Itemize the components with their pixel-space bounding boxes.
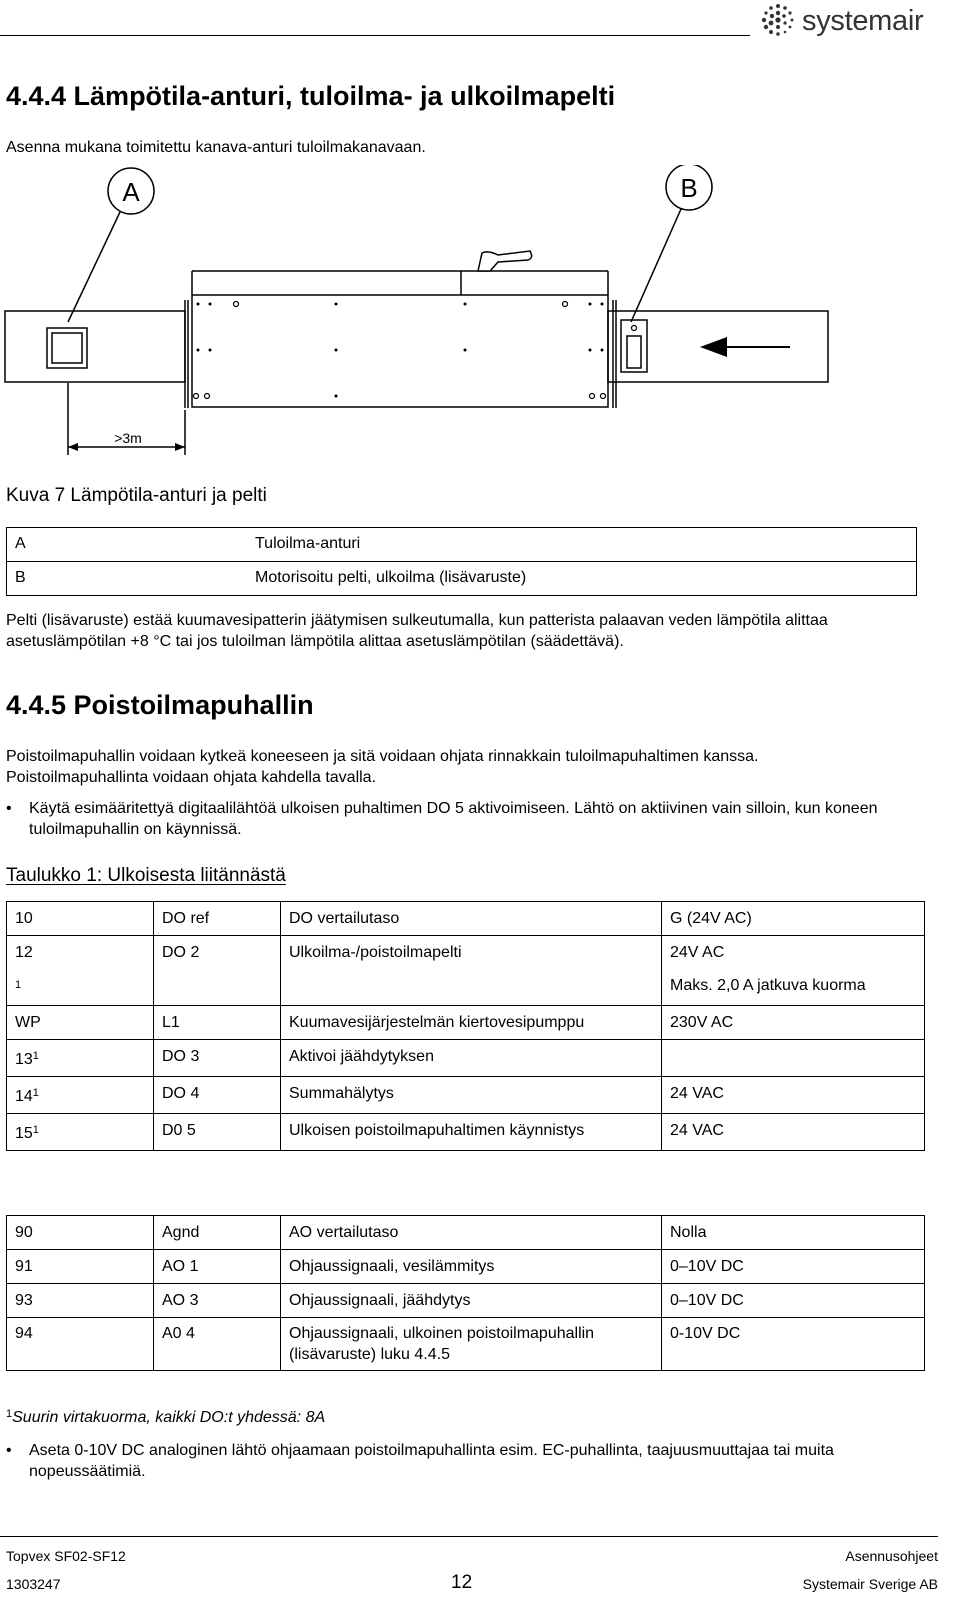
callout-a-label: A [122,177,140,207]
damper-description: Pelti (lisävaruste) estää kuumavesipatterin jäätymisen sulkeutumalla, kun patterista palaavan veden lämpötila alittaa asetuslämpötilan +8 °C tai jos tuloilman lämpötila alittaa asetuslämpötilan (säädettävä). [6,612,828,650]
terminal-desc: Ohjaussignaali, vesilämmitys [281,1250,662,1284]
brand-name: systemair [802,5,924,37]
table-row [7,1114,925,1151]
table-row [7,1284,925,1318]
terminal-spec: 0–10V DC [662,1284,925,1318]
section-heading-445: 4.4.5 Poistoilmapuhallin [6,690,314,720]
legend-key: B [7,562,248,596]
terminal-no [7,969,154,1006]
figure-legend-table [6,527,917,596]
terminal-desc: Summahälytys [281,1077,662,1114]
terminal-desc [281,969,662,1006]
footnote-ref: 1 [32,1087,39,1099]
bullet-text: Käytä esimääritettyä digitaalilähtöä ulkoisen puhaltimen DO 5 aktivoimiseen. Lähtö on aktiivinen vain silloin, kun koneen tuloilmapuhallin on käynnissä. [29,800,878,838]
page-number: 12 [451,1572,473,1593]
terminal-code: DO ref [154,902,281,936]
installation-diagram [0,165,960,455]
terminal-spec: 24 VAC [662,1077,925,1114]
terminal-code: DO 3 [154,1040,281,1077]
footer-product: Topvex SF02-SF12 [6,1548,126,1564]
terminal-no: 12 [7,936,154,970]
terminal-spec: G (24V AC) [662,902,925,936]
table-row [7,902,925,936]
terminal-code: A0 4 [154,1318,281,1371]
terminal-desc: Ulkoisen poistoilmapuhaltimen käynnistys [281,1114,662,1151]
footer-doc-no: 1303247 [6,1576,61,1592]
terminal-code: D0 5 [154,1114,281,1151]
legend-desc: Motorisoitu pelti, ulkoilma (lisävaruste) [247,562,917,596]
terminal-no: 90 [7,1216,154,1250]
terminal-spec: Maks. 2,0 A jatkuva kuorma [662,969,925,1006]
bullet-item [6,1440,909,1482]
footnote-text: Suurin virtakuorma, kaikki DO:t yhdessä: 8A [12,1409,326,1426]
terminal-no: $14^1$ [7,1077,154,1114]
terminal-no: 93 [7,1284,154,1318]
external-connections-table [6,901,925,1151]
bullet-dot: • [6,800,12,817]
terminal-code: AO 3 [154,1284,281,1318]
bullet-dot: • [6,1442,12,1459]
terminal-code: AO 1 [154,1250,281,1284]
section-heading-444: 4.4.4 Lämpötila-anturi, tuloilma- ja ulkoilmapelti [6,81,616,111]
terminal-code: L1 [154,1006,281,1040]
terminal-no: 10 [7,902,154,936]
footnote [6,1408,325,1427]
dimension-label: >3m [114,430,142,446]
section2-para2: Poistoilmapuhallinta voidaan ohjata kahdella tavalla. [6,769,377,786]
table-row [7,1216,925,1250]
terminal-spec: 0–10V DC [662,1250,925,1284]
terminal-no: 91 [7,1250,154,1284]
figure-caption: Kuva 7 Lämpötila-anturi ja pelti [6,485,267,506]
table-row [7,969,925,1006]
table-row [7,528,917,562]
terminal-code: Agnd [154,1216,281,1250]
callout-b-label: B [680,173,698,203]
footer-company: Systemair Sverige AB [802,1576,938,1592]
systemair-dots-icon [758,2,800,42]
terminal-desc: Ohjaussignaali, jäähdytys [281,1284,662,1318]
section-intro: Asenna mukana toimitettu kanava-anturi tuloilmakanavaan. [6,139,426,156]
table-row [7,1250,925,1284]
terminal-no: 94 [7,1318,154,1371]
terminal-desc: AO vertailutaso [281,1216,662,1250]
footnote-ref: 1 [32,1124,39,1136]
bullet-text: Aseta 0-10V DC analoginen lähtö ohjaamaan poistoilmapuhallinta esim. EC-puhallinta, taajuusmuuttajaa tai muita nopeussäätimiä. [29,1442,834,1480]
terminal-desc: Kuumavesijärjestelmän kiertovesipumppu [281,1006,662,1040]
footer-rule [0,1536,938,1537]
table-row [7,936,925,970]
terminal-desc: Ulkoilma-/poistoilmapelti [281,936,662,970]
terminal-no: WP [7,1006,154,1040]
footnote-ref: 1 [32,1050,39,1062]
terminal-no: $15^1$ [7,1114,154,1151]
analog-outputs-table [6,1215,925,1371]
table-row [7,562,917,596]
terminal-desc: Aktivoi jäähdytyksen [281,1040,662,1077]
terminal-no: $13^1$ [7,1040,154,1077]
terminal-spec: Nolla [662,1216,925,1250]
terminal-spec: 230V AC [662,1006,925,1040]
table-row [7,1040,925,1077]
terminal-spec: 24V AC [662,936,925,970]
header-rule [0,35,750,36]
footnote-mark: 1 [6,1408,13,1420]
terminal-code [154,969,281,1006]
terminal-spec: 24 VAC [662,1114,925,1151]
terminal-spec [662,1040,925,1077]
table1-title: Taulukko 1: Ulkoisesta liitännästä [6,865,286,886]
brand-logo [758,2,938,42]
footnote-ref: 1 [15,979,22,991]
table-row [7,1006,925,1040]
table-row [7,1318,925,1371]
bullet-item [6,798,909,840]
terminal-code: DO 2 [154,936,281,970]
terminal-desc: Ohjaussignaali, ulkoinen poistoilmapuhallin (lisävaruste) luku 4.4.5 [281,1318,662,1371]
legend-key: A [7,528,248,562]
footer-doc-type: Asennusohjeet [845,1548,938,1564]
terminal-code: DO 4 [154,1077,281,1114]
legend-desc: Tuloilma-anturi [247,528,917,562]
terminal-desc: DO vertailutaso [281,902,662,936]
terminal-spec: 0-10V DC [662,1318,925,1371]
table-row [7,1077,925,1114]
section2-para1: Poistoilmapuhallin voidaan kytkeä koneeseen ja sitä voidaan ohjata rinnakkain tuloilmapuhaltimen kanssa. [6,748,759,765]
